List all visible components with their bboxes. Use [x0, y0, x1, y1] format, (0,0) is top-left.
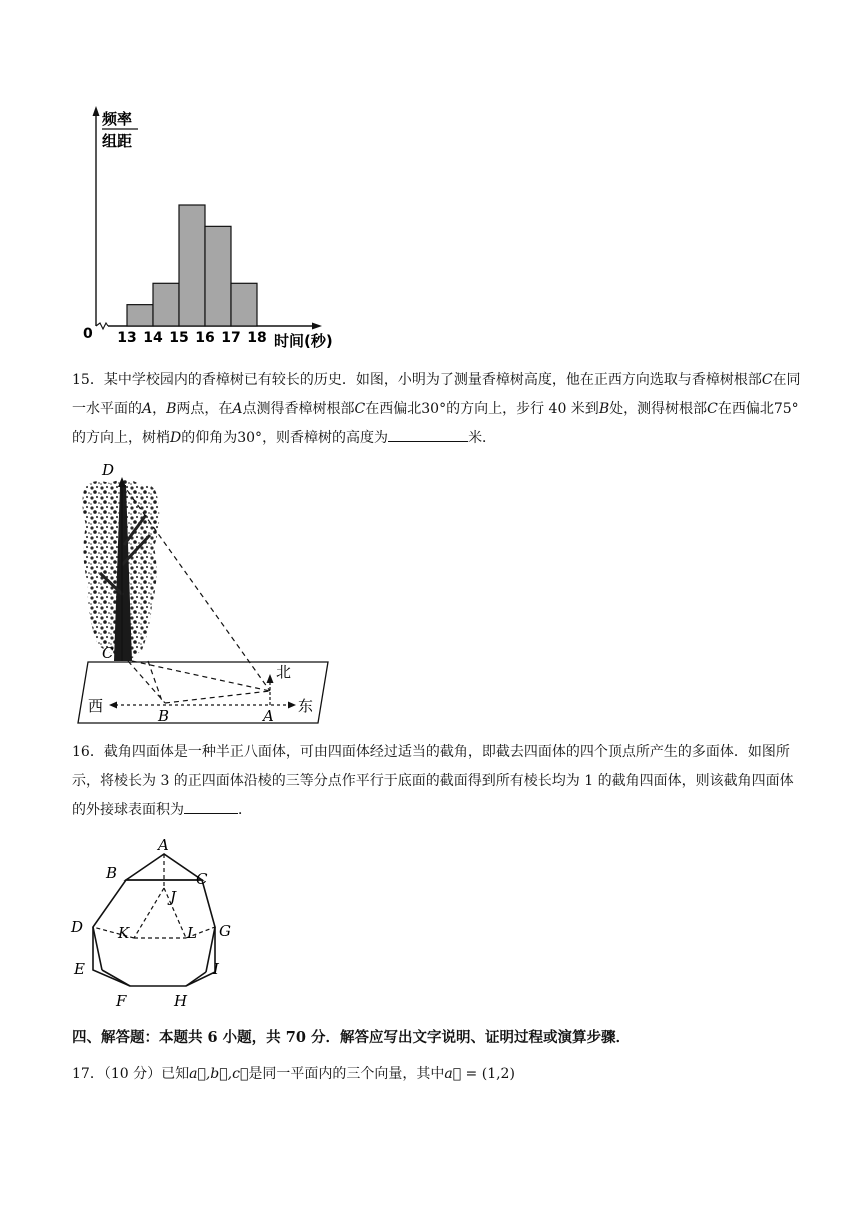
- q15-point-a: A: [232, 401, 243, 417]
- question-15: [72, 366, 802, 453]
- vertex-l-label: L: [187, 924, 197, 942]
- y-label-bottom: 组距: [102, 132, 133, 150]
- q15-text: ，: [152, 401, 167, 417]
- point-a-label: A: [263, 707, 274, 725]
- question-number: 15．: [72, 372, 104, 388]
- point-d-label: D: [102, 461, 115, 479]
- vertex-d-label: D: [71, 918, 84, 936]
- vertex-a-label: A: [158, 836, 169, 854]
- histogram-bar: [179, 205, 205, 326]
- x-tick-label: 15: [169, 330, 189, 346]
- histogram-bars: [127, 205, 257, 326]
- vertex-f-label: F: [116, 992, 127, 1010]
- q15-text: 某中学校园内的香樟树已有较长的历史．如图，小明为了测量香樟树高度，他在正西方向选取与香樟树根部: [103, 372, 762, 388]
- q15-text: 在西偏北: [717, 401, 774, 417]
- frequency-histogram: [70, 100, 370, 355]
- y-label-top: 频率: [102, 110, 133, 128]
- question-number: 16．: [72, 744, 104, 760]
- vertex-c-label: C: [196, 870, 208, 888]
- q15-angle: 30°: [237, 430, 263, 446]
- section-heading: 四、解答题：本题共 6 小题，共 70 分．解答应写出文字说明、证明过程或演算步骤．: [72, 1029, 630, 1046]
- x-axis-arrow: [312, 323, 322, 330]
- x-axis-label: 时间(秒): [274, 332, 333, 350]
- q15-point-c: C: [707, 401, 718, 417]
- q17-equals: = (1,2): [461, 1066, 515, 1082]
- q17-vectors: a⃗,b⃗,c⃗: [189, 1066, 249, 1082]
- q15-point-b: B: [166, 401, 177, 417]
- q15-text: 两点，在: [176, 401, 233, 417]
- vertex-e-label: E: [74, 960, 85, 978]
- x-tick-label: 18: [247, 330, 267, 346]
- point-b-label: B: [158, 707, 170, 725]
- axis-break: [96, 323, 108, 329]
- q15-point-c: C: [761, 372, 773, 388]
- east-label: 东: [298, 697, 314, 715]
- answer-blank[interactable]: [184, 798, 238, 814]
- x-tick-label: 16: [195, 330, 215, 346]
- x-tick-label: 17: [221, 330, 241, 346]
- histogram-bar: [127, 305, 153, 326]
- vertex-h-label: H: [174, 992, 188, 1010]
- q15-text: 的方向上，步行 40 米到: [446, 401, 599, 417]
- answer-blank[interactable]: [388, 426, 468, 442]
- histogram-bar: [153, 283, 179, 326]
- q15-angle: 75°: [773, 401, 799, 417]
- q15-text: 的仰角为: [181, 430, 238, 446]
- q15-text: ，则香樟树的高度为: [262, 430, 389, 446]
- tree-figure: [70, 455, 340, 730]
- vertex-k-label: K: [118, 924, 130, 942]
- q16-text: 截角四面体是一种半正八面体，可由四面体经过适当的截角，即截去四面体的四个顶点所产生的多面体．如图所示，将棱长为 3 的正四面体沿棱的三等分点作平行于底面的截面得到所有棱长均为 1 的截角四面体，则该截角四面体的外接球表面积为: [72, 744, 794, 818]
- point-c-label: C: [102, 644, 114, 662]
- q15-text: 点测得香樟树根部: [242, 401, 355, 417]
- q15-text: 处，测得树根部: [609, 401, 708, 417]
- q15-text: 在同一水平面的: [72, 372, 801, 417]
- truncated-tetrahedron-figure: [66, 832, 246, 1012]
- q15-point-a: A: [142, 401, 153, 417]
- histogram-bar: [231, 283, 257, 326]
- question-16: [72, 738, 802, 825]
- q17-vector-a: a⃗: [444, 1066, 462, 1082]
- y-axis-arrow: [93, 106, 100, 116]
- x-tick-label: 14: [143, 330, 163, 346]
- x-tick-labels: [117, 330, 266, 346]
- vertex-j-label: J: [170, 888, 177, 906]
- q17-prefix: 17．（10 分）已知: [72, 1066, 190, 1082]
- x-tick-label: 13: [117, 330, 137, 346]
- question-17: [72, 1063, 515, 1083]
- north-label: 北: [276, 663, 292, 681]
- q15-point-c: C: [354, 401, 366, 417]
- vertex-g-label: G: [219, 922, 231, 940]
- west-label: 西: [88, 697, 104, 715]
- q16-text: ．: [238, 802, 252, 818]
- q15-angle: 30°: [421, 401, 447, 417]
- q15-text: 在西偏北: [365, 401, 422, 417]
- q15-point-b: B: [598, 401, 610, 417]
- q15-text: 的方向上，树梢: [72, 430, 170, 446]
- vertex-b-label: B: [106, 864, 118, 882]
- q17-middle: 是同一平面内的三个向量，其中: [248, 1066, 445, 1082]
- q15-point-d: D: [170, 430, 182, 446]
- origin-label: 0: [83, 326, 93, 342]
- histogram-bar: [205, 226, 231, 326]
- q15-text: 米．: [468, 430, 497, 446]
- vertex-i-label: I: [213, 960, 219, 978]
